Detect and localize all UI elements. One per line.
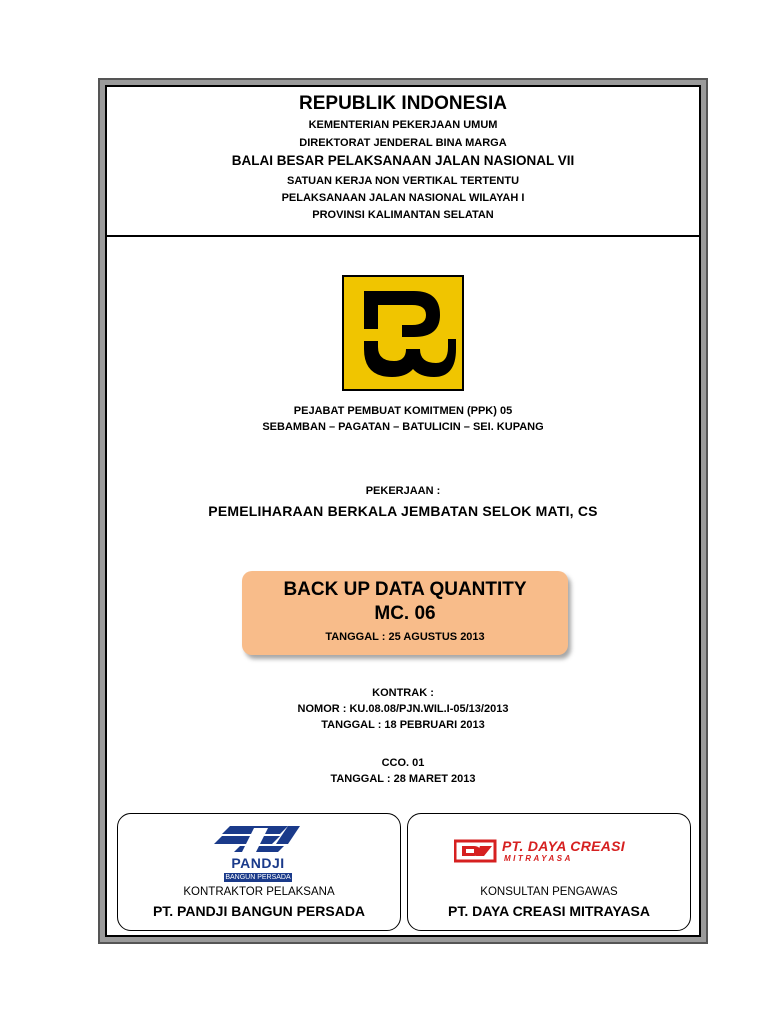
office-line: BALAI BESAR PELAKSANAAN JALAN NASIONAL VII [231,153,575,168]
header-block [107,87,699,237]
document-page [105,85,701,937]
pandji-logo-icon [208,822,308,884]
consultant-card [407,813,691,931]
contract-date: TANGGAL : 18 PEBRUARI 2013 [321,719,485,731]
pu-ministry-logo-icon [342,275,464,391]
ministry-line: KEMENTERIAN PEKERJAAN UMUM [308,119,498,131]
consultant-name: PT. DAYA CREASI MITRAYASA [447,903,651,919]
unit-line: SATUAN KERJA NON VERTIKAL TERTENTU [286,175,520,187]
report-title: BACK UP DATA QUANTITY [283,579,527,600]
province-line: PROVINSI KALIMANTAN SELATAN [312,209,494,221]
pandji-logo-word: PANDJI [231,855,285,871]
contract-number: NOMOR : KU.08.08/PJN.WIL.I-05/13/2013 [297,703,509,715]
directorate-line: DIREKTORAT JENDERAL BINA MARGA [299,137,507,149]
country-title: REPUBLIK INDONESIA [299,93,507,114]
daya-creasi-logo-icon [454,838,654,868]
cco-number: CCO. 01 [381,757,425,769]
ppk-line-1: PEJABAT PEMBUAT KOMITMEN (PPK) 05 [293,405,513,417]
report-code: MC. 06 [374,603,436,624]
report-date: TANGGAL : 25 AGUSTUS 2013 [325,631,485,643]
ppk-line-2: SEBAMBAN – PAGATAN – BATULICIN – SEI. KUPANG [262,421,544,433]
contractor-card [117,813,401,931]
contractor-name: PT. PANDJI BANGUN PERSADA [152,903,366,919]
project-name: PEMELIHARAAN BERKALA JEMBATAN SELOK MATI, CS [208,503,598,519]
daya-logo-sub: MITRAYASA [504,854,573,863]
pandji-logo-sub: BANGUN PERSADA [225,874,291,881]
contractor-role: KONTRAKTOR PELAKSANA [183,886,335,898]
project-label: PEKERJAAN : [365,485,441,497]
consultant-role: KONSULTAN PENGAWAS [480,886,618,898]
daya-logo-word: PT. DAYA CREASI [502,838,625,854]
document-outer-frame [98,78,708,944]
report-title-box [242,571,568,655]
region-line: PELAKSANAAN JALAN NASIONAL WILAYAH I [281,192,525,204]
contract-label: KONTRAK : [372,687,434,699]
cco-date: TANGGAL : 28 MARET 2013 [330,773,476,785]
